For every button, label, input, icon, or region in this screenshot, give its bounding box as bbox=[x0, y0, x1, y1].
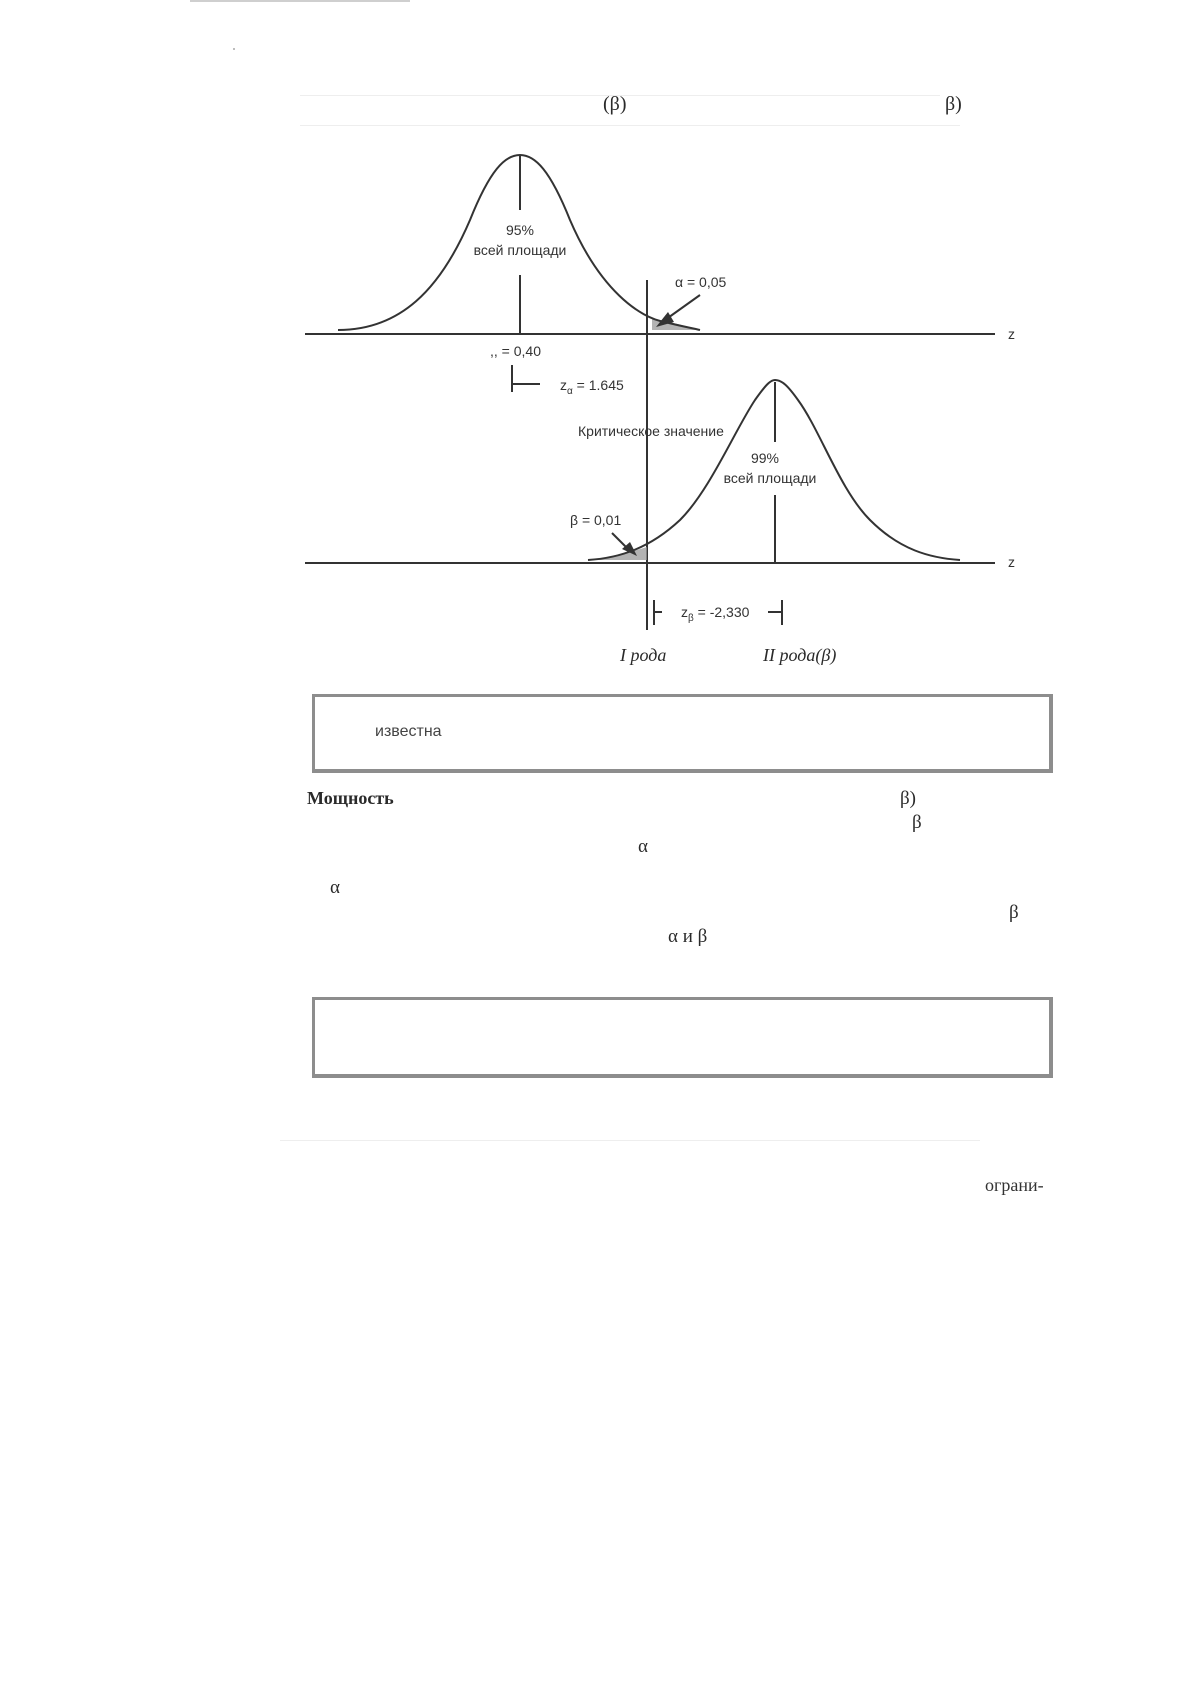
caption-type-one: I рода bbox=[620, 645, 667, 665]
beta-label: β = 0,01 bbox=[570, 512, 622, 528]
mu-label: ,, = 0,40 bbox=[490, 343, 541, 359]
body-beta-2: β bbox=[1009, 902, 1019, 923]
alpha-label: α = 0,05 bbox=[675, 274, 727, 290]
faded-text-line bbox=[280, 1140, 980, 1141]
note-box-known-text: известна bbox=[375, 723, 442, 740]
body-beta-1: β bbox=[912, 812, 922, 833]
power-distribution-figure bbox=[0, 0, 1202, 700]
top-area-label: всей площади bbox=[473, 242, 567, 258]
body-beta-paren: β) bbox=[900, 788, 916, 809]
top-percent-label: 95% bbox=[505, 222, 535, 238]
term-power: Мощность bbox=[307, 788, 394, 808]
header-beta-left: (β) bbox=[603, 93, 627, 115]
body-alpha-2: α bbox=[330, 877, 340, 898]
bottom-percent-label: 99% bbox=[750, 450, 780, 466]
bottom-area-label: всей площади bbox=[723, 470, 817, 486]
z-beta-label: $z_\beta = -2,330$ bbox=[681, 604, 750, 624]
note-box-known bbox=[312, 694, 1053, 773]
z-alpha-label: $z_\alpha = 1.645$ bbox=[560, 377, 624, 397]
bottom-axis-z-label: z bbox=[1008, 554, 1015, 570]
body-alpha-and-beta: α и β bbox=[668, 926, 708, 947]
note-box-empty bbox=[312, 997, 1053, 1078]
header-beta-right: β) bbox=[945, 93, 962, 115]
critical-value-label: Критическое значение bbox=[578, 423, 724, 439]
body-alpha-1: α bbox=[638, 836, 648, 857]
top-axis-z-label: z bbox=[1008, 326, 1015, 342]
caption-type-two: II рода(β) bbox=[763, 645, 837, 665]
trailing-word: ограни- bbox=[985, 1175, 1044, 1195]
